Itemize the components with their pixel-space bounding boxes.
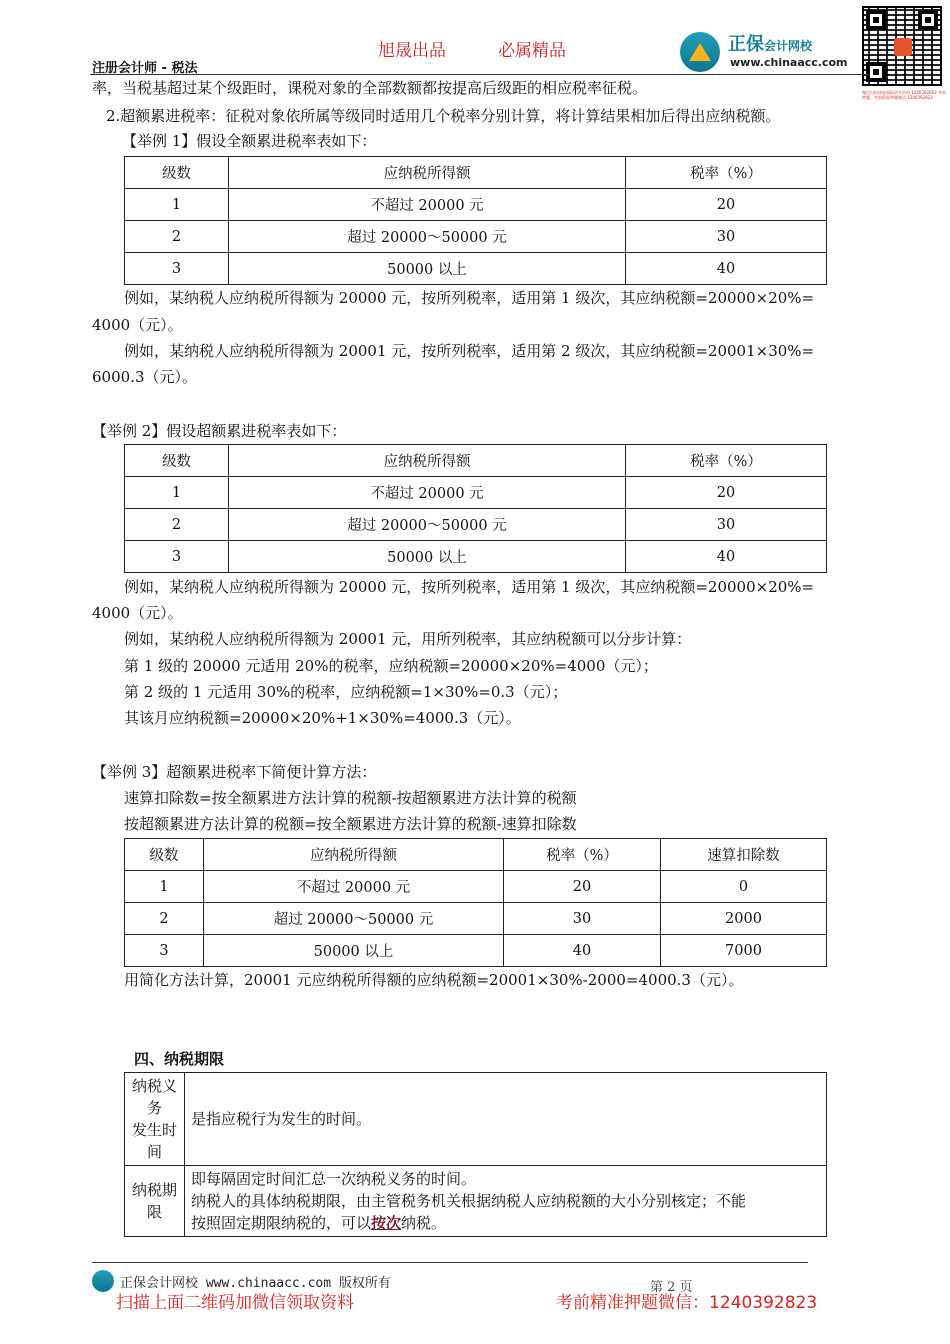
- example2-step: 其该月应纳税额=20000×20%+1×30%=4000.3（元）。: [124, 709, 521, 727]
- page-number: 第 2 页: [650, 1280, 693, 1295]
- table-cell: 不超过 20000 元: [229, 477, 626, 509]
- table-cell: 20: [626, 477, 827, 509]
- example2-note: 例如，某纳税人应纳税所得额为 20001 元，用所列税率，其应纳税额可以分步计算：: [124, 630, 692, 648]
- table-cell: 20: [504, 871, 661, 903]
- table-row: [125, 871, 827, 903]
- logo-emblem-icon: [680, 32, 720, 72]
- term-cell: 纳税期 限: [125, 1166, 185, 1237]
- section-heading: 四、纳税期限: [134, 1050, 225, 1068]
- example3-title: 【举例 3】超额累进税率下简便计算方法：: [92, 763, 377, 781]
- table-header-row: [125, 157, 827, 189]
- deadline-table: [124, 1072, 827, 1237]
- table-cell: 2000: [661, 903, 827, 935]
- example2-step: 第 1 级的 20000 元适用 20%的税率，应纳税额=20000×20%=4000（元）；: [124, 657, 658, 675]
- example1-title: 【举例 1】假设全额累进税率表如下：: [122, 132, 377, 150]
- table-row: [125, 935, 827, 967]
- table-cell: 30: [504, 903, 661, 935]
- footer-logo-icon: [92, 1270, 114, 1292]
- table-cell: 30: [626, 221, 827, 253]
- intro-line: 率，当税基超过某个级距时，课税对象的全部数额都按提高后级距的相应税率征税。: [92, 79, 648, 97]
- header-slogan-left: 旭晟出品: [378, 41, 446, 61]
- example1-note: 例如，某纳税人应纳税所得额为 20000 元，按所列税率，适用第 1 级次，其应纳税额=20000×20%=: [124, 289, 815, 307]
- example3-note: 用简化方法计算，20001 元应纳税所得额的应纳税额=20001×30%-2000=4000.3（元）。: [124, 971, 744, 989]
- qr-code-icon: [862, 6, 942, 86]
- table-quick-deduction: [124, 838, 827, 967]
- table-header-cell: 税率（%）: [626, 445, 827, 477]
- table-cell: 2: [125, 903, 204, 935]
- table-cell: 不超过 20000 元: [204, 871, 504, 903]
- example2-title: 【举例 2】假设超额累进税率表如下：: [92, 422, 347, 440]
- table-header-cell: 税率（%）: [504, 839, 661, 871]
- table-cell: 7000: [661, 935, 827, 967]
- table-cell: 50000 以上: [229, 253, 626, 285]
- example3-formula: 速算扣除数=按全额累进方法计算的税额-按超额累进方法计算的税额: [124, 789, 577, 807]
- example3-formula: 按超额累进方法计算的税额=按全额累进方法计算的税额-速算扣除数: [124, 815, 577, 833]
- table-cell: 2: [125, 221, 229, 253]
- table-row: [125, 189, 827, 221]
- table-header-cell: 税率（%）: [626, 157, 827, 189]
- example1-note: 6000.3（元）。: [92, 368, 197, 386]
- course-title: 注册会计师 - 税法: [92, 61, 198, 76]
- table-cell: 2: [125, 509, 229, 541]
- table-header-cell: 级数: [125, 445, 229, 477]
- table-cell: 1: [125, 871, 204, 903]
- table-cell: 超过 20000～50000 元: [229, 509, 626, 541]
- table-cell: 50000 以上: [229, 541, 626, 573]
- table-cell: 1: [125, 189, 229, 221]
- table-cell: 不超过 20000 元: [229, 189, 626, 221]
- table-header-cell: 速算扣除数: [661, 839, 827, 871]
- term-cell: 纳税义 务 发生时 间: [125, 1073, 185, 1166]
- table-header-cell: 应纳税所得额: [229, 445, 626, 477]
- table-cell: 超过 20000～50000 元: [204, 903, 504, 935]
- table-cell: 3: [125, 253, 229, 285]
- table-row: [125, 541, 827, 573]
- table-row: [125, 1166, 827, 1237]
- table-cell: 1: [125, 477, 229, 509]
- table-cell: 30: [626, 509, 827, 541]
- example2-note: 例如，某纳税人应纳税所得额为 20000 元，按所列税率，适用第 1 级次，其应纳税额=20000×20%=: [124, 578, 815, 596]
- footer-divider: [92, 1262, 808, 1263]
- promo-right: 考前精准押题微信：1240392823: [556, 1293, 818, 1313]
- table-cell: 超过 20000～50000 元: [229, 221, 626, 253]
- definition-progressive-excess: 2.超额累进税率：征税对象依所属等级同时适用几个税率分别计算，将计算结果相加后得出应纳税额。: [106, 107, 781, 125]
- example2-step: 第 2 级的 1 元适用 30%的税率，应纳税额=1×30%=0.3（元）；: [124, 683, 568, 701]
- table-header-cell: 级数: [125, 839, 204, 871]
- table-cell: 40: [626, 253, 827, 285]
- site-logo[interactable]: [680, 28, 858, 76]
- example1-note: 例如，某纳税人应纳税所得额为 20001 元，按所列税率，适用第 2 级次，其应纳税额=20001×30%=: [124, 342, 815, 360]
- table-header-cell: 级数: [125, 157, 229, 189]
- table-header-row: [125, 839, 827, 871]
- table-row: [125, 477, 827, 509]
- table-row: [125, 509, 827, 541]
- table-cell: 50000 以上: [204, 935, 504, 967]
- example1-note: 4000（元）。: [92, 316, 183, 334]
- qr-note: 微信扫码添加获取更多资料 1240392823 考前押题，考前精准押题微信 1240392823: [862, 90, 946, 100]
- table-cell: 0: [661, 871, 827, 903]
- table-full-progressive: [124, 156, 827, 285]
- table-cell: 3: [125, 541, 229, 573]
- table-cell: 20: [626, 189, 827, 221]
- table-header-cell: 应纳税所得额: [229, 157, 626, 189]
- table-row: [125, 221, 827, 253]
- table-excess-progressive: [124, 444, 827, 573]
- definition-cell: 即每隔固定时间汇总一次纳税义务的时间。 纳税人的具体纳税期限，由主管税务机关根据纳税人应纳税额的大小分别核定；不能 按照固定期限纳税的，可以按次纳税。: [185, 1166, 827, 1237]
- table-header-cell: 应纳税所得额: [204, 839, 504, 871]
- promo-left: 扫描上面二维码加微信领取资料: [116, 1293, 354, 1313]
- table-header-row: [125, 445, 827, 477]
- table-row: [125, 903, 827, 935]
- header-divider: [90, 74, 870, 75]
- header-slogan-right: 必属精品: [498, 41, 566, 61]
- table-row: [125, 1073, 827, 1166]
- keyword-link[interactable]: 按次: [371, 1214, 402, 1232]
- logo-name: 正保会计网校: [728, 34, 813, 55]
- table-cell: 3: [125, 935, 204, 967]
- table-row: [125, 253, 827, 285]
- footer-copyright: 正保会计网校 www.chinaacc.com 版权所有: [120, 1276, 391, 1291]
- example2-note: 4000（元）。: [92, 604, 183, 622]
- table-cell: 40: [626, 541, 827, 573]
- definition-cell: 是指应税行为发生的时间。: [185, 1073, 827, 1166]
- logo-url: www.chinaacc.com: [730, 56, 848, 69]
- table-cell: 40: [504, 935, 661, 967]
